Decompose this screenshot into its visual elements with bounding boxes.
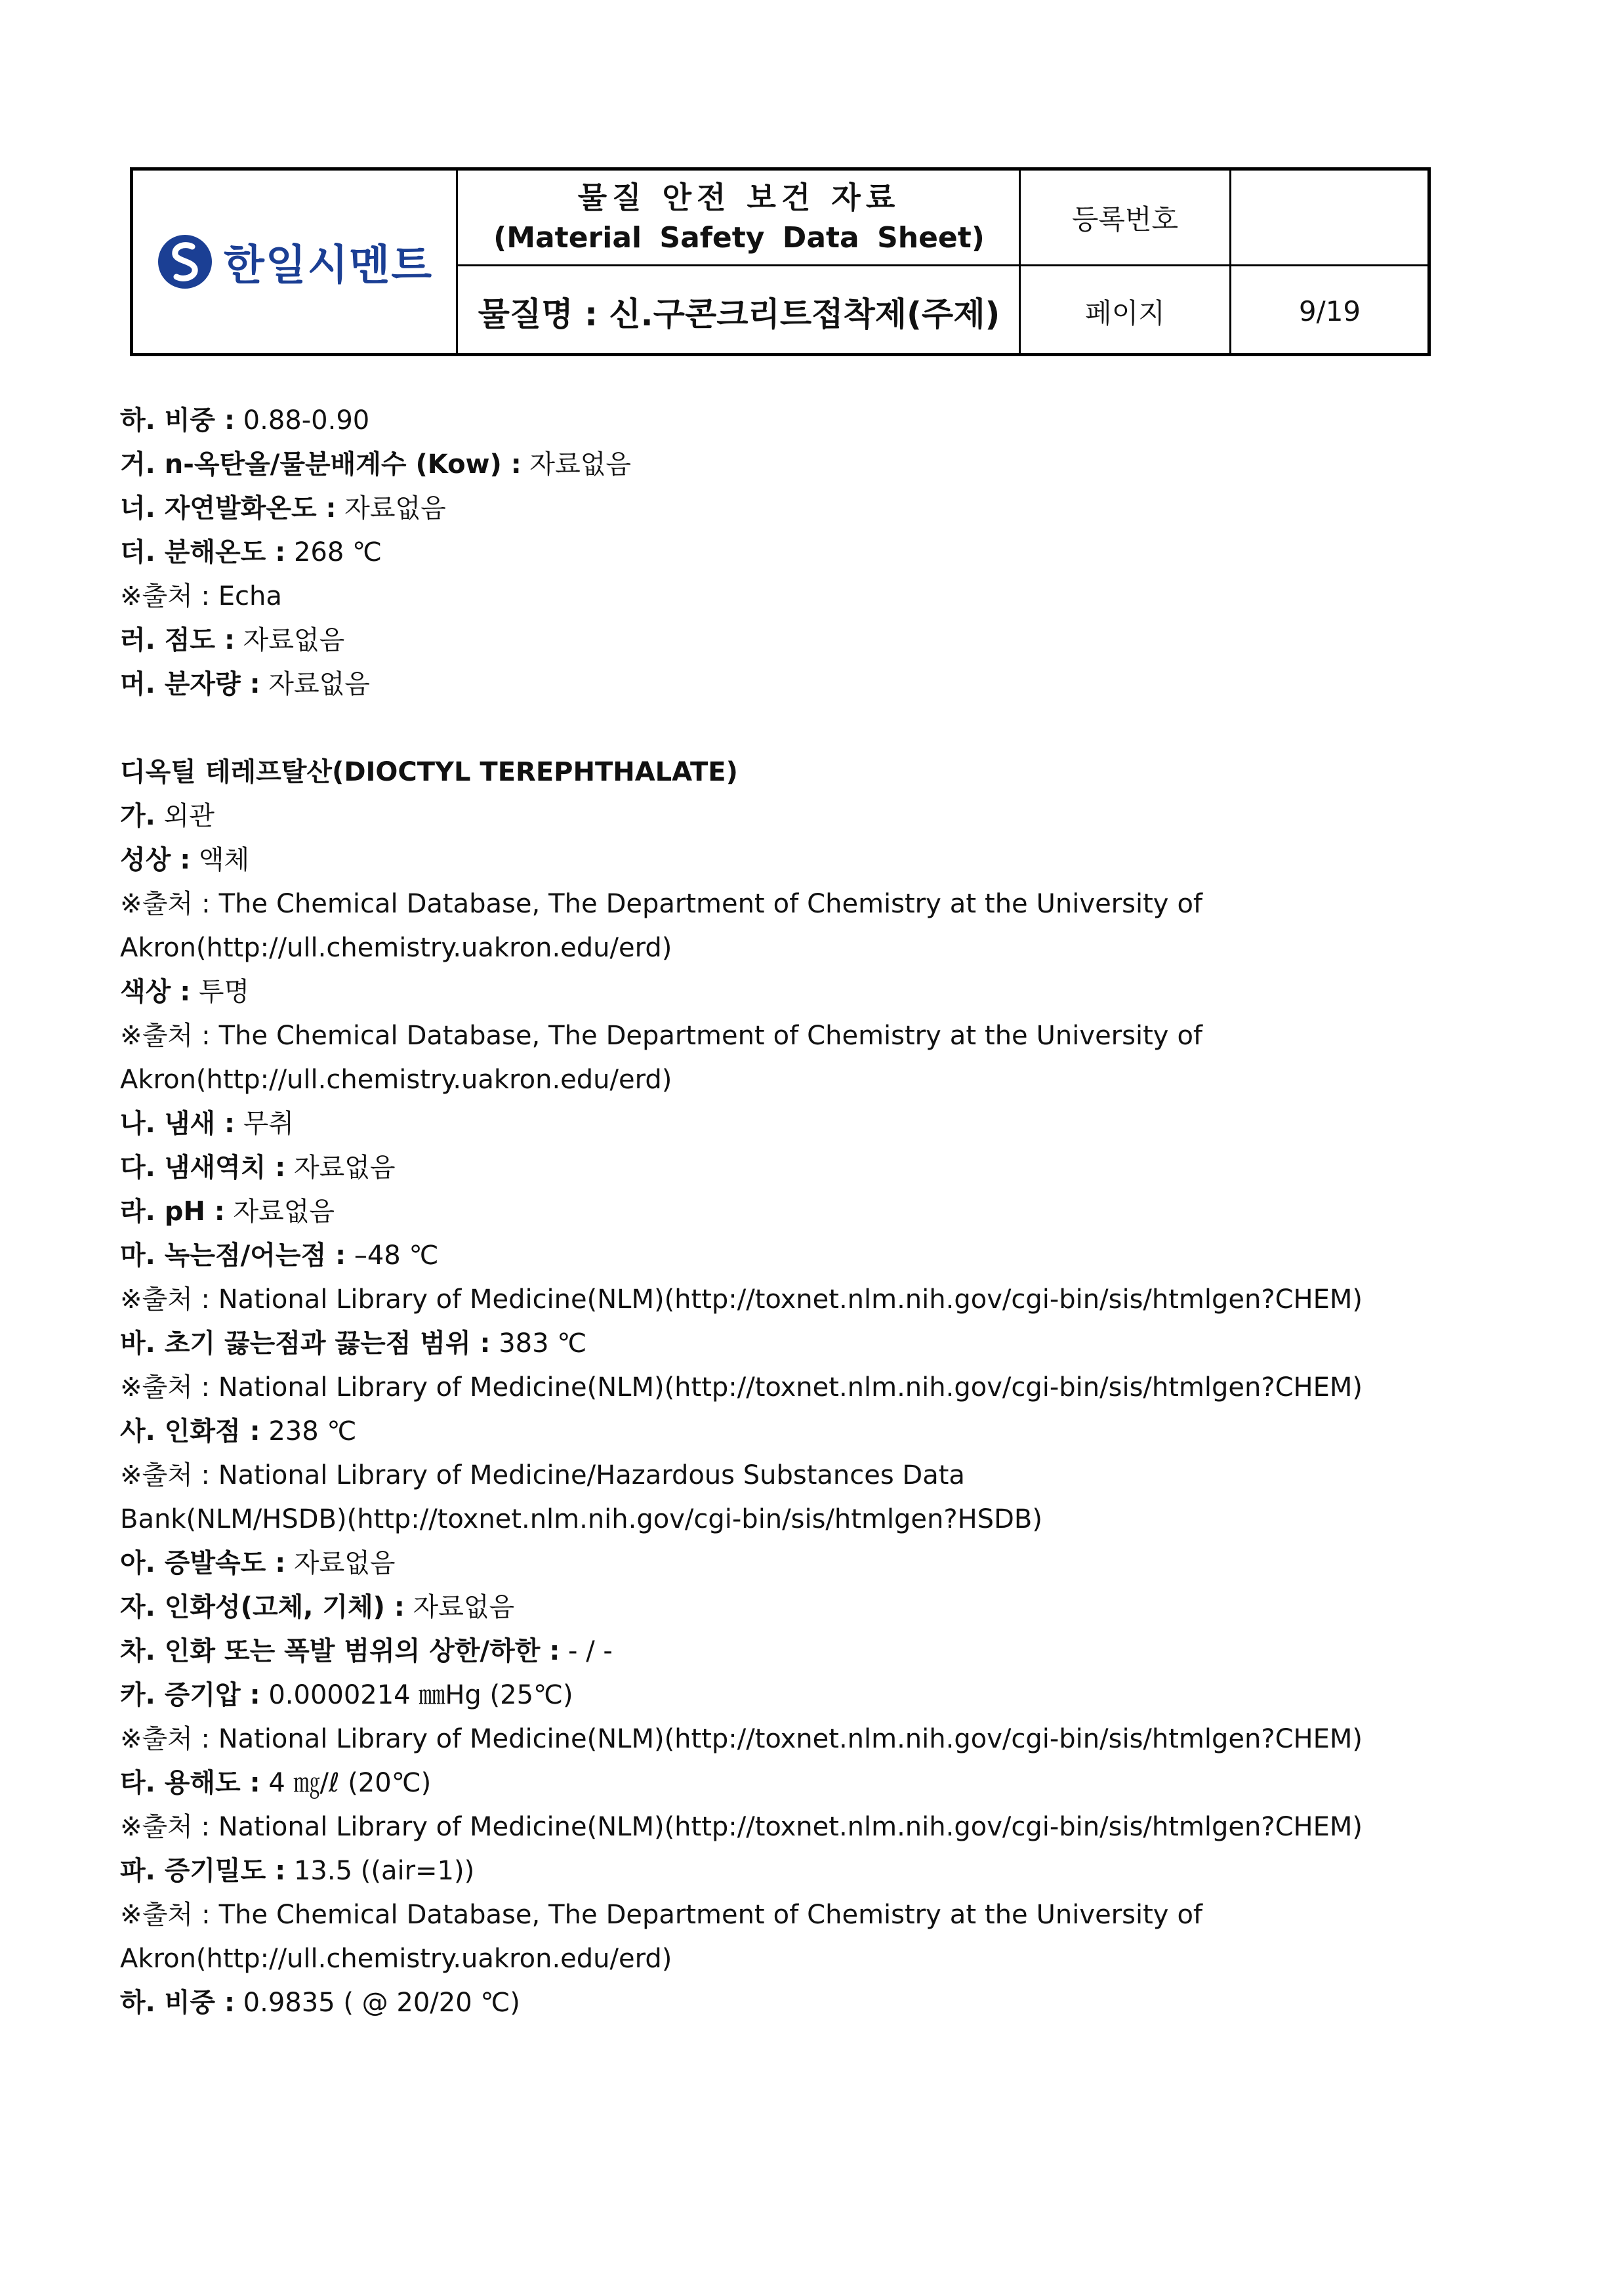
registration-label: 등록번호 — [1071, 203, 1179, 236]
property-label: 라. pH : — [120, 1197, 225, 1227]
text-line — [120, 1805, 1366, 1849]
property-label: 디옥틸 테레프탈산(DIOCTYL TEREPHTHALATE) — [120, 757, 738, 787]
source-text: ※출처 : National Library of Medicine(NLM)(http://toxnet.nlm.nih.gov/cgi-bin/sis/htmlgen?CHEM) — [120, 1724, 1363, 1754]
text-line — [120, 794, 1366, 838]
property-value: 238 ℃ — [260, 1416, 357, 1446]
property-value: 자료없음 — [521, 449, 631, 480]
text-line — [120, 1717, 1366, 1761]
source-text: ※출처 : Echa — [120, 581, 282, 611]
text-line — [120, 882, 1366, 926]
property-label: 하. 비중 : — [120, 405, 235, 436]
text-line — [120, 1234, 1366, 1278]
text-line — [120, 1454, 1366, 1498]
text-line — [120, 1586, 1366, 1630]
source-text: ※출처 : National Library of Medicine(NLM)(http://toxnet.nlm.nih.gov/cgi-bin/sis/htmlgen?CHEM) — [120, 1284, 1363, 1315]
source-text: ※출처 : National Library of Medicine(NLM)(http://toxnet.nlm.nih.gov/cgi-bin/sis/htmlgen?CHEM) — [120, 1812, 1363, 1842]
property-label: 다. 냄새역치 : — [120, 1153, 286, 1183]
registration-value — [1231, 171, 1428, 264]
property-label: 거. n-옥탄올/물분배계수 (Kow) : — [120, 449, 522, 480]
property-value: 0.88-0.90 — [234, 405, 370, 436]
source-text: Akron(http://ull.chemistry.uakron.edu/erd) — [120, 1944, 672, 1974]
property-label: 아. 증발속도 : — [120, 1548, 286, 1578]
text-line — [120, 663, 1366, 707]
property-label: 마. 녹는점/어는점 : — [120, 1240, 346, 1271]
property-value: 13.5 ((air=1)) — [285, 1856, 475, 1886]
text-line — [120, 1322, 1366, 1366]
property-label: 사. 인화점 : — [120, 1416, 260, 1446]
text-line — [120, 443, 1366, 487]
company-logo-icon — [158, 235, 212, 289]
property-value: 자료없음 — [260, 669, 370, 699]
property-value: 자료없음 — [336, 493, 446, 523]
property-label: 색상 : — [120, 977, 191, 1007]
source-text: ※출처 : National Library of Medicine(NLM)(http://toxnet.nlm.nih.gov/cgi-bin/sis/htmlgen?CHEM) — [120, 1372, 1363, 1403]
property-label: 자. 인화성(고체, 기체) : — [120, 1592, 405, 1622]
text-line — [120, 838, 1366, 882]
text-line — [120, 487, 1366, 531]
text-line — [120, 1366, 1366, 1410]
text-line — [120, 1937, 1366, 1981]
property-label: 더. 분해온도 : — [120, 537, 286, 567]
text-line — [120, 575, 1366, 619]
text-line — [120, 1630, 1366, 1673]
source-text: Akron(http://ull.chemistry.uakron.edu/erd) — [120, 1065, 672, 1095]
company-name: 한일시멘트 — [223, 241, 434, 290]
property-label: 차. 인화 또는 폭발 범위의 상한/하한 : — [120, 1636, 560, 1666]
text-line — [120, 970, 1366, 1014]
source-text: Akron(http://ull.chemistry.uakron.edu/erd) — [120, 933, 672, 963]
page-number: 9/19 — [1298, 295, 1361, 327]
text-line — [120, 1014, 1366, 1058]
property-label: 나. 냄새 : — [120, 1109, 235, 1139]
source-text: ※출처 : The Chemical Database, The Department of Chemistry at the University of — [120, 1021, 1202, 1051]
text-line — [120, 1190, 1366, 1234]
property-value: 자료없음 — [234, 625, 345, 655]
text-line — [120, 926, 1366, 970]
source-text: ※출처 : The Chemical Database, The Department of Chemistry at the University of — [120, 889, 1202, 919]
property-label: 타. 용해도 : — [120, 1768, 260, 1798]
property-value: 4 ㎎/ℓ (20℃) — [260, 1768, 432, 1798]
property-label: 하. 비중 : — [120, 1988, 235, 2018]
text-line — [120, 1849, 1366, 1893]
property-label: 바. 초기 끓는점과 끓는점 범위 : — [120, 1328, 491, 1359]
property-label: 머. 분자량 : — [120, 669, 260, 699]
text-line — [120, 1761, 1366, 1805]
text-line — [120, 1981, 1366, 2025]
property-value: 자료없음 — [224, 1197, 335, 1227]
property-label: 너. 자연발화온도 : — [120, 493, 337, 523]
property-value: 외관 — [155, 801, 215, 831]
property-label: 카. 증기압 : — [120, 1680, 260, 1710]
property-value: 투명 — [190, 977, 250, 1007]
text-line — [120, 1542, 1366, 1586]
property-value: 무취 — [234, 1109, 294, 1139]
material-name: 물질명 : 신.구콘크리트접착제(주제) — [478, 295, 1000, 333]
property-value: 268 ℃ — [285, 537, 382, 567]
text-line — [120, 1058, 1366, 1102]
text-line — [120, 1498, 1366, 1542]
text-line — [120, 1102, 1366, 1146]
text-line — [120, 619, 1366, 663]
property-value: 자료없음 — [285, 1153, 396, 1183]
property-label: 파. 증기밀도 : — [120, 1856, 286, 1886]
msds-header-table — [130, 167, 1431, 356]
title-korean: 물질 안전 보건 자료 — [577, 179, 901, 215]
document-title — [459, 171, 1019, 264]
property-label: 러. 점도 : — [120, 625, 235, 655]
text-line — [120, 750, 1366, 794]
property-value: 액체 — [190, 845, 250, 875]
property-value: 383 ℃ — [490, 1328, 587, 1359]
title-english: (Material Safety Data Sheet) — [493, 220, 985, 255]
text-line — [120, 1278, 1366, 1322]
blank-line — [120, 707, 1366, 750]
company-logo — [133, 171, 458, 353]
property-value: - / - — [560, 1636, 613, 1666]
text-line — [120, 1673, 1366, 1717]
property-value: 자료없음 — [285, 1548, 396, 1578]
page-label: 페이지 — [1085, 297, 1165, 329]
text-line — [120, 531, 1366, 575]
property-value: 0.0000214 ㎜Hg (25℃) — [260, 1680, 573, 1710]
property-value: 자료없음 — [404, 1592, 515, 1622]
text-line — [120, 1146, 1366, 1190]
property-label: 성상 : — [120, 845, 191, 875]
source-text: Bank(NLM/HSDB)(http://toxnet.nlm.nih.gov/cgi-bin/sis/htmlgen?HSDB) — [120, 1504, 1042, 1534]
text-line — [120, 1893, 1366, 1937]
property-value: 0.9835 ( @ 20/20 ℃) — [234, 1988, 520, 2018]
text-line — [120, 399, 1366, 443]
property-value: –48 ℃ — [346, 1240, 439, 1271]
source-text: ※출처 : National Library of Medicine/Hazardous Substances Data — [120, 1460, 965, 1490]
source-text: ※출처 : The Chemical Database, The Department of Chemistry at the University of — [120, 1900, 1202, 1930]
property-label: 가. — [120, 801, 155, 831]
text-line — [120, 1410, 1366, 1454]
document-body — [120, 399, 1366, 2025]
